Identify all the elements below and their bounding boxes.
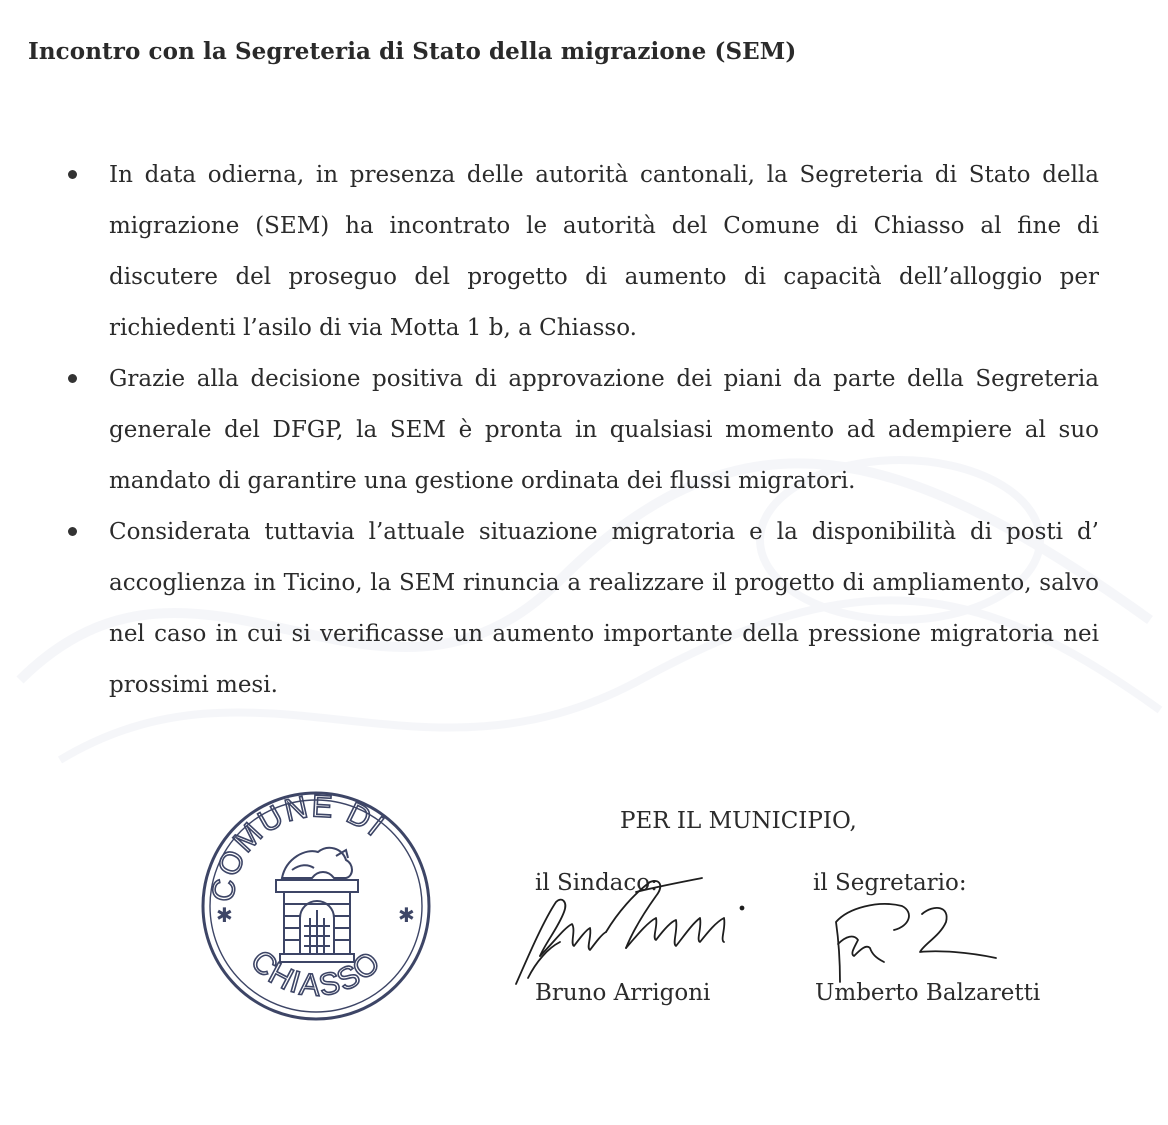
star-icon: ✱ (216, 903, 233, 927)
list-item (66, 150, 1099, 354)
stamp-top-text: COMUNE DI (205, 788, 392, 904)
stamp-bottom-text: CHIASSO (243, 942, 389, 1004)
bullet-icon (68, 170, 77, 179)
segretario-signature (818, 896, 1018, 986)
sindaco-name: Bruno Arrigoni (535, 980, 711, 1006)
sindaco-signature (510, 872, 750, 992)
page-title: Incontro con la Segreteria di Stato della migrazione (SEM) (28, 38, 797, 65)
signature-heading: PER IL MUNICIPIO, (620, 808, 857, 834)
list-item-text: Grazie alla decisione positiva di approvazione dei piani da parte della Segreteria generale del DFGP, la SEM è pronta in qualsiasi momento ad adempiere al suo mandato di garantire una gestione ordinata dei flussi migratori. (109, 366, 1099, 494)
sindaco-role-label: il Sindaco: (535, 870, 658, 896)
list-item-text: Considerata tuttavia l’attuale situazione migratoria e la disponibilità di posti d’ accoglienza in Ticino, la SEM rinuncia a realizzare il progetto di ampliamento, salvo nel caso in cui si verificasse un aumento importante della pressione migratoria nei prossimi mesi. (109, 519, 1099, 698)
star-icon: ✱ (398, 903, 415, 927)
list-item (66, 354, 1099, 507)
list-item (66, 507, 1099, 711)
bullet-icon (68, 374, 77, 383)
coat-of-arms-icon (276, 848, 358, 962)
segretario-role-label: il Segretario: (813, 870, 967, 896)
municipal-stamp (196, 786, 436, 1026)
list-item-text: In data odierna, in presenza delle autorità cantonali, la Segreteria di Stato della migrazione (SEM) ha incontrato le autorità del Comune di Chiasso al fine di discutere del proseguo del progetto di aumento di capacità dell’alloggio per richiedenti l’asilo di via Motta 1 b, a Chiasso. (109, 162, 1099, 341)
bullet-icon (68, 527, 77, 536)
svg-text:COMUNE DI (205, 788, 392, 903)
segretario-name: Umberto Balzaretti (815, 980, 1041, 1006)
bullet-list (66, 150, 1099, 711)
